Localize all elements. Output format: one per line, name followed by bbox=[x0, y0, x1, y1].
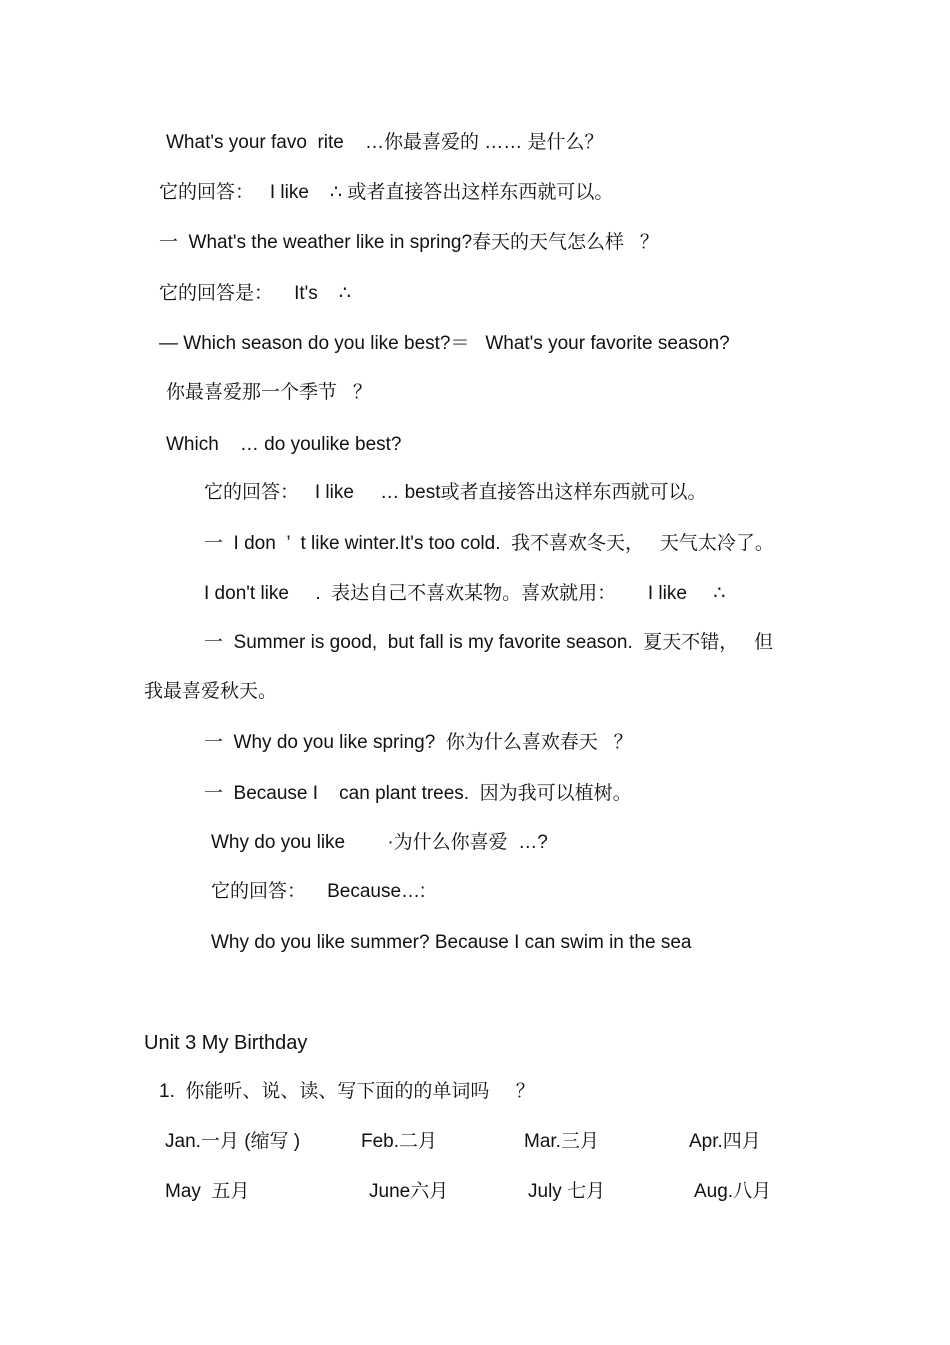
text-line-14: 一 Because I can plant trees. 因为我可以植树。 bbox=[204, 783, 632, 804]
text-line-11: 一 Summer is good, but fall is my favorite season. 夏天不错， 但 bbox=[204, 632, 774, 653]
text-line-15: Why do you like ·为什么你喜爱 …? bbox=[211, 832, 548, 853]
text-line-13: 一 Why do you like spring? 你为什么喜欢春天 ？ bbox=[204, 732, 633, 753]
month-aug: Aug.八月 bbox=[694, 1181, 772, 1202]
text-line-3: 一 What's the weather like in spring?春天的天气怎么样 ？ bbox=[159, 232, 659, 253]
text-line-12: 我最喜爱秋天。 bbox=[144, 681, 278, 702]
text-line-1: What's your favo rite …你最喜爱的 …… 是什么？ bbox=[166, 132, 604, 153]
text-line-10: I don't like . 表达自己不喜欢某物。喜欢就用： I like ∴ bbox=[204, 583, 726, 604]
month-feb: Feb.二月 bbox=[361, 1131, 438, 1152]
text-line-9: 一 I don ’ t like winter.It's too cold. 我不喜欢冬天， 天气太冷了。 bbox=[204, 533, 774, 554]
text-line-2: 它的回答： I like ∴ 或者直接答出这样东西就可以。 bbox=[159, 182, 614, 203]
month-jun: June六月 bbox=[369, 1181, 449, 1202]
text-line-4: 它的回答是： It's ∴ bbox=[159, 283, 352, 304]
unit-title: Unit 3 My Birthday bbox=[144, 1032, 308, 1054]
month-jan: Jan.一月 (缩写 ) bbox=[165, 1131, 301, 1152]
month-may: May 五月 bbox=[165, 1181, 250, 1202]
text-line-8: 它的回答： I like … best或者直接答出这样东西就可以。 bbox=[204, 482, 707, 503]
month-jul: July 七月 bbox=[528, 1181, 606, 1202]
text-line-16: 它的回答： Because…: bbox=[211, 881, 426, 902]
text-line-6: 你最喜爱那一个季节 ？ bbox=[166, 382, 372, 403]
month-mar: Mar.三月 bbox=[524, 1131, 599, 1152]
text-line-5: — Which season do you like best?＝ What's your favorite season? bbox=[159, 333, 730, 354]
text-line-7: Which … do youlike best? bbox=[166, 434, 402, 455]
month-apr: Apr.四月 bbox=[689, 1131, 761, 1152]
question-line: 1. 你能听、说、读、写下面的的单词吗 ？ bbox=[159, 1081, 535, 1102]
text-line-17: Why do you like summer? Because I can swim in the sea bbox=[211, 932, 692, 953]
